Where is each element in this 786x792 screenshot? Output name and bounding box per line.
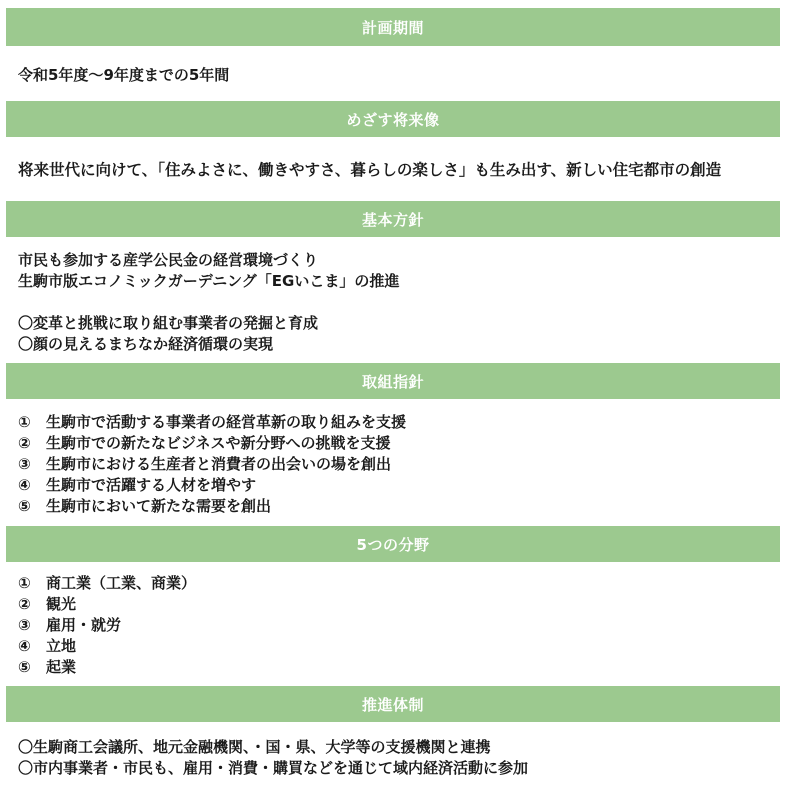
item-number: ② <box>18 595 31 613</box>
action-guidelines-list <box>18 412 778 517</box>
item-text: 生駒市で活躍する人材を増やす <box>46 476 257 494</box>
heading-text: めざす将来像 <box>346 110 440 129</box>
text-line: 将来世代に向けて、「住みよさに、働きやすさ、暮らしの楽しさ」も生み出す、新しい住宅都市の創造 <box>18 161 722 179</box>
text-line: 〇顔の見えるまちなか経済循環の実現 <box>18 335 274 353</box>
item-text: 雇用・就労 <box>46 616 122 634</box>
list-item <box>18 636 778 657</box>
item-number: ④ <box>18 637 31 655</box>
item-text: 生駒市における生産者と消費者の出会いの場を創出 <box>46 455 392 473</box>
section-heading-basic-policy <box>6 201 780 237</box>
promotion-system-content <box>18 737 778 779</box>
heading-text: 取組指針 <box>361 372 424 391</box>
section-heading-future-vision <box>6 101 780 137</box>
section-heading-plan-period <box>6 8 780 46</box>
list-item <box>18 433 778 454</box>
item-number: ⑤ <box>18 497 31 515</box>
plan-period-content <box>18 65 778 86</box>
list-item <box>18 475 778 496</box>
item-number: ④ <box>18 476 31 494</box>
future-vision-content <box>18 160 778 181</box>
list-item <box>18 573 778 594</box>
item-number: ③ <box>18 455 31 473</box>
text-line: 令和5年度～9年度までの5年間 <box>18 66 230 84</box>
text-line: 〇生駒商工会議所、地元金融機関、・国・県、大学等の支援機関と連携 <box>18 738 491 756</box>
basic-policy-content <box>18 250 778 355</box>
five-fields-list <box>18 573 778 678</box>
item-number: ① <box>18 574 31 592</box>
item-text: 商工業（工業、商業） <box>46 574 197 592</box>
item-text: 生駒市で活動する事業者の経営革新の取り組みを支援 <box>46 413 407 431</box>
item-number: ① <box>18 413 31 431</box>
list-item <box>18 496 778 517</box>
list-item <box>18 657 778 678</box>
heading-text: 基本方針 <box>361 210 424 229</box>
item-text: 観光 <box>46 595 77 613</box>
item-text: 生駒市において新たな需要を創出 <box>46 497 272 515</box>
section-heading-promotion-system <box>6 686 780 722</box>
list-item <box>18 615 778 636</box>
list-item <box>18 594 778 615</box>
item-text: 生駒市での新たなビジネスや新分野への挑戦を支援 <box>46 434 391 452</box>
item-number: ③ <box>18 616 31 634</box>
list-item <box>18 412 778 433</box>
heading-text: 計画期間 <box>361 18 424 37</box>
text-line: 〇市内事業者・市民も、雇用・消費・購買などを通じて域内経済活動に参加 <box>18 759 529 777</box>
heading-text: 5つの分野 <box>356 535 430 554</box>
text-line: 市民も参加する産学公民金の経営環境づくり <box>18 251 319 269</box>
item-number: ⑤ <box>18 658 31 676</box>
item-text: 起業 <box>46 658 77 676</box>
text-line: 〇変革と挑戦に取り組む事業者の発掘と育成 <box>18 314 319 332</box>
section-heading-five-fields <box>6 526 780 562</box>
heading-text: 推進体制 <box>361 695 424 714</box>
item-text: 立地 <box>46 637 77 655</box>
list-item <box>18 454 778 475</box>
item-number: ② <box>18 434 31 452</box>
text-line: 生駒市版エコノミックガーデニング「EGいこま」の推進 <box>18 272 400 290</box>
section-heading-action-guidelines <box>6 363 780 399</box>
